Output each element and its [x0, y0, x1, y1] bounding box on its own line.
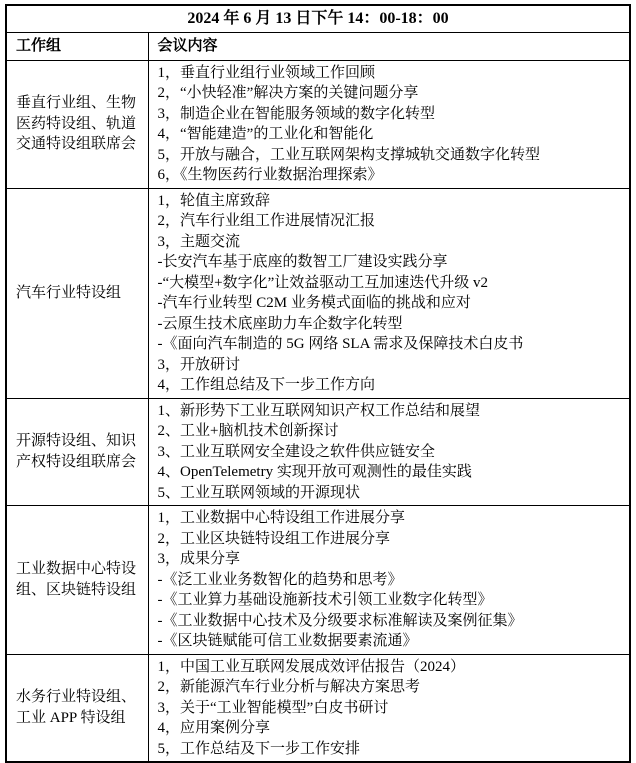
- table-row: [6, 188, 630, 398]
- agenda-line: 1、新形势下工业互联网知识产权工作总结和展望: [157, 402, 481, 419]
- agenda-line: 5、工业互联网领域的开源现状: [157, 484, 361, 501]
- agenda-line: -《泛工业业务数智化的趋势和思考》: [157, 571, 403, 588]
- agenda-line: -《工业数据中心技术及分级要求标准解读及案例征集》: [157, 612, 523, 629]
- group-label: 垂直行业组、生物医药特设组、轨道交通特设组联席会: [16, 95, 137, 153]
- agenda-line: 3，开放研讨: [157, 356, 241, 373]
- content-cell: [148, 506, 630, 655]
- agenda-line: 5，开放与融合，工业互联网架构支撑城轨交通数字化转型: [157, 146, 541, 163]
- table-row: [6, 398, 630, 506]
- agenda-line: -汽车行业转型 C2M 业务模式面临的挑战和应对: [157, 295, 471, 311]
- agenda-line: -《面向汽车制造的 5G 网络 SLA 需求及保障技术白皮书: [157, 336, 524, 352]
- group-cell: [6, 506, 148, 655]
- agenda-line: 2、工业+脑机技术创新探讨: [157, 423, 339, 439]
- table-row: [6, 60, 630, 188]
- column-header-content: 会议内容: [148, 33, 630, 61]
- agenda-line: 4、OpenTelemetry 实现开放可观测性的最佳实践: [157, 464, 472, 480]
- agenda-line: -《工业算力基础设施新技术引领工业数字化转型》: [157, 592, 493, 608]
- agenda-line: -长安汽车基于底座的数智工厂建设实践分享: [157, 254, 448, 270]
- column-header-group: 工作组: [6, 33, 148, 61]
- schedule-title: 2024 年 6 月 13 日下午 14：00-18：00: [6, 5, 630, 33]
- agenda-line: 3，成果分享: [157, 551, 241, 567]
- agenda-line: 3，关于“工业智能模型”白皮书研讨: [157, 699, 389, 716]
- agenda-line: 4，工作组总结及下一步工作方向: [157, 377, 376, 393]
- content-cell: [148, 398, 630, 506]
- agenda-line: 6，《生物医药行业数据治理探索》: [157, 167, 383, 183]
- group-label: 开源特设组、知识产权特设组联席会: [16, 433, 137, 470]
- agenda-line: 2，新能源汽车行业分析与解决方案思考: [157, 679, 421, 695]
- agenda-line: 3、工业互联网安全建设之软件供应链安全: [157, 443, 436, 460]
- agenda-rows: [6, 5, 630, 762]
- agenda-line: 1，轮值主席致辞: [157, 192, 271, 209]
- agenda-table: [5, 4, 631, 763]
- agenda-line: 2，“小快轻准”解决方案的关键问题分享: [157, 85, 419, 101]
- table-row: [6, 506, 630, 655]
- agenda-line: -《区块链赋能可信工业数据要素流通》: [157, 633, 418, 649]
- group-cell: [6, 654, 148, 762]
- content-cell: [148, 60, 630, 188]
- agenda-line: -“大模型+数字化”让效益驱动工互加速迭代升级 v2: [157, 274, 489, 291]
- header-row: [6, 33, 630, 61]
- agenda-line: 3，主题交流: [157, 233, 241, 250]
- group-cell: [6, 398, 148, 506]
- agenda-line: 4，“智能建造”的工业化和智能化: [157, 126, 374, 142]
- title-row: [6, 5, 630, 33]
- agenda-line: 1，垂直行业组行业领域工作回顾: [157, 64, 376, 81]
- group-label: 汽车行业特设组: [16, 284, 122, 301]
- agenda-line: 3，制造企业在智能服务领域的数字化转型: [157, 105, 436, 122]
- group-label: 工业数据中心特设组、区块链特设组: [16, 561, 137, 598]
- content-cell: [148, 654, 630, 762]
- group-cell: [6, 60, 148, 188]
- group-label: 水务行业特设组、工业 APP 特设组: [16, 689, 137, 726]
- agenda-line: 5，工作总结及下一步工作安排: [157, 740, 361, 757]
- agenda-line: -云原生技术底座助力车企数字化转型: [157, 315, 403, 332]
- agenda-line: 2，工业区块链特设组工作进展分享: [157, 530, 391, 547]
- agenda-line: 2，汽车行业组工作进展情况汇报: [157, 213, 376, 229]
- table-row: [6, 654, 630, 762]
- group-cell: [6, 188, 148, 398]
- agenda-line: 1，工业数据中心特设组工作进展分享: [157, 510, 406, 526]
- agenda-line: 1，中国工业互联网发展成效评估报告（2024）: [157, 658, 466, 675]
- agenda-line: 4，应用案例分享: [157, 720, 271, 736]
- content-cell: [148, 188, 630, 398]
